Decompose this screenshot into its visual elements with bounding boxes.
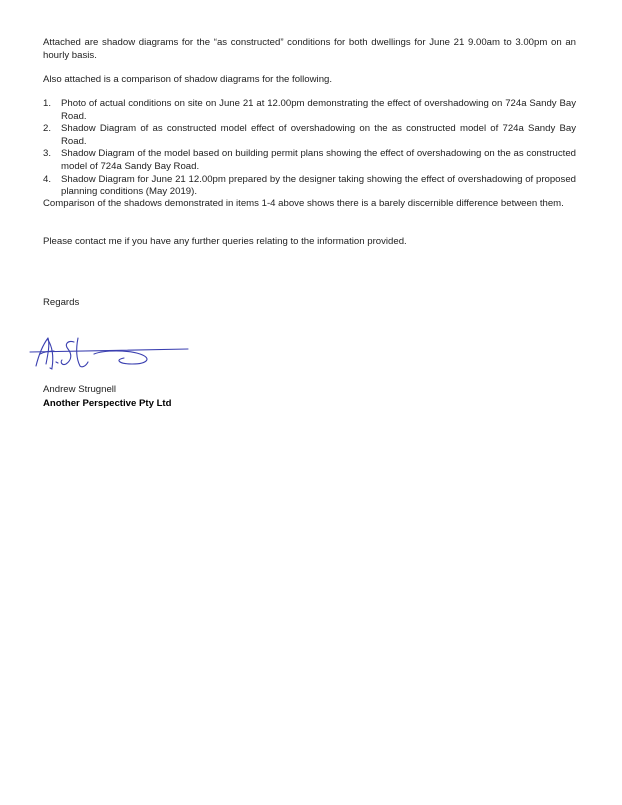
closing-text: Regards: [43, 297, 80, 308]
comparison-list: [43, 98, 576, 199]
list-item-text: Shadow Diagram of as constructed model effect of overshadowing on the as constructed model of 724a Sandy Bay Road.: [61, 123, 576, 147]
list-item-number: 1.: [43, 98, 52, 109]
list-item-text: Shadow Diagram for June 21 12.00pm prepared by the designer taking showing the effect of overshadowing of proposed planning conditions (May 2019).: [61, 173, 576, 198]
list-item: [43, 174, 576, 199]
conclusion-paragraph: Comparison of the shadows demonstrated in items 1-4 above shows there is a barely discernible difference between them.: [43, 198, 564, 209]
list-item-number: 2.: [43, 123, 52, 135]
list-item: [43, 123, 576, 148]
company-name: Another Perspective Pty Ltd: [43, 398, 172, 409]
list-item-text: Photo of actual conditions on site on June 21 at 12.00pm demonstrating the effect of overshadowing on 724a Sandy Bay Road.: [61, 98, 576, 122]
contact-paragraph: Please contact me if you have any further queries relating to the information provided.: [43, 236, 407, 247]
list-item: [43, 98, 576, 123]
list-item-number: 4.: [43, 173, 52, 185]
list-item-text: Shadow Diagram of the model based on building permit plans showing the effect of overshadowing on the as constructed model of 724a Sandy Bay Road.: [61, 148, 576, 172]
list-item: [43, 148, 576, 173]
intro-paragraph: Attached are shadow diagrams for the “as constructed” conditions for both dwellings for June 21 9.00am to 3.00pm on an hourly basis.: [43, 37, 576, 61]
handwritten-signature: [28, 332, 190, 376]
comparison-intro-paragraph: Also attached is a comparison of shadow diagrams for the following.: [43, 74, 333, 85]
signatory-name: Andrew Strugnell: [43, 384, 117, 395]
list-item-number: 3.: [43, 148, 52, 160]
